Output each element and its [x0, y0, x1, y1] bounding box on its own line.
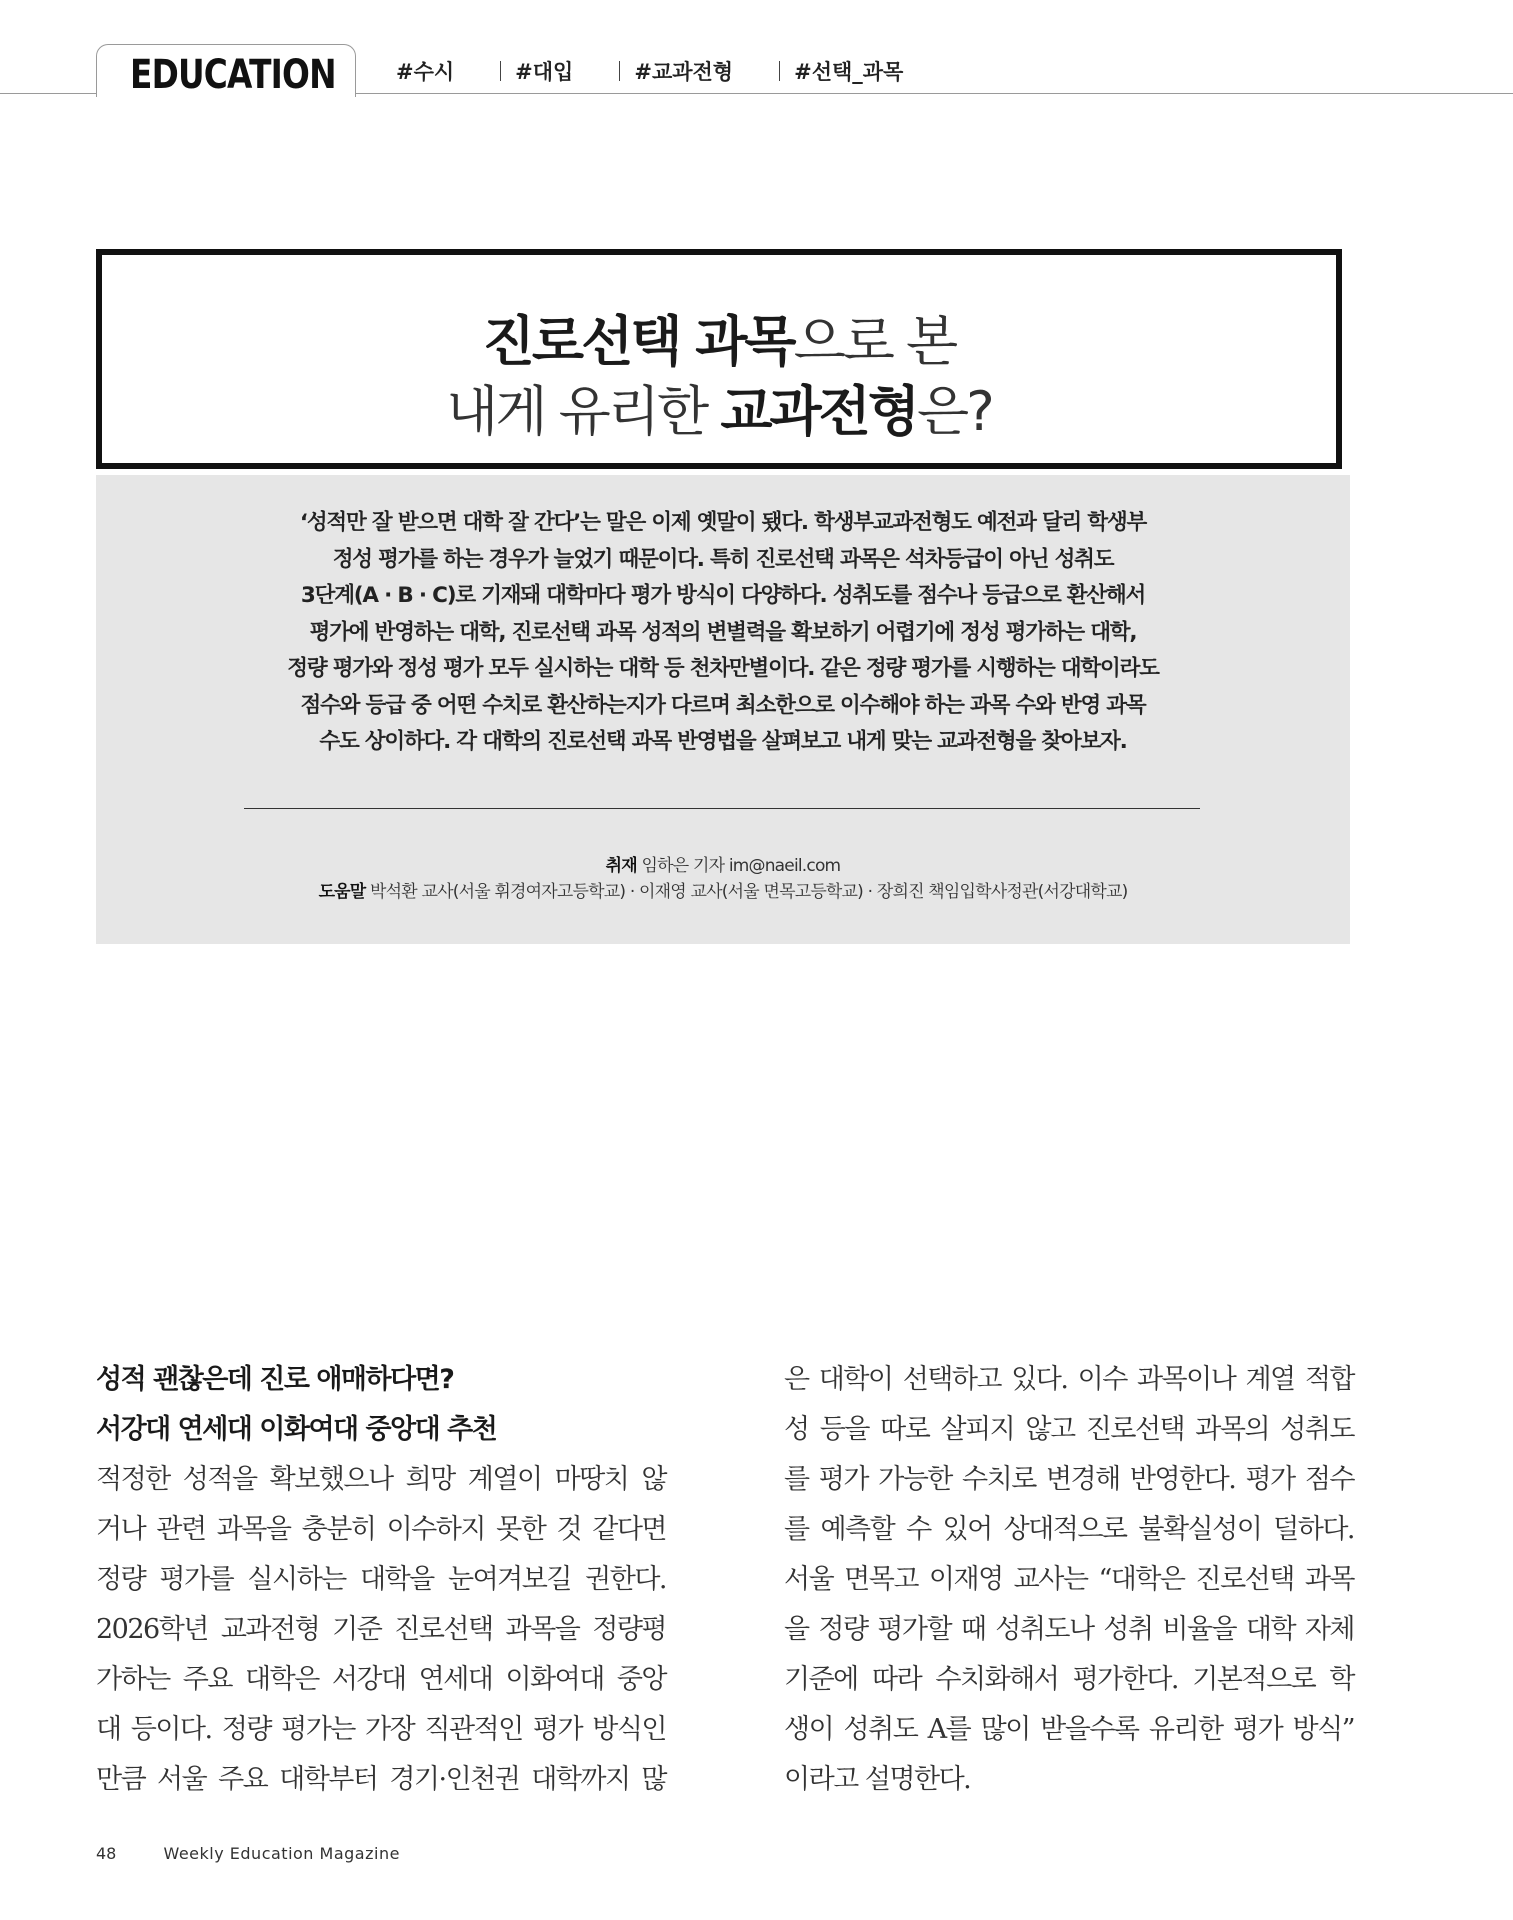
title-emphasis: 진로선택 과목 — [482, 310, 794, 373]
summary-line: 3단계(A · B · C)로 기재돼 대학마다 평가 방식이 다양하다. 성취도를 점수나 등급으로 환산해서 — [300, 583, 1146, 608]
article-summary — [96, 475, 1350, 944]
reporter-credit — [96, 851, 1350, 876]
article-column-left — [96, 1355, 666, 1805]
tag-item: #수시 — [396, 60, 455, 84]
body-text-line: 가하는 주요 대학은 서강대 연세대 이화여대 중앙 — [96, 1664, 666, 1695]
summary-line: 평가에 반영하는 대학, 진로선택 과목 성적의 변별력을 확보하기 어렵기에 정성 평가하는 대학, — [309, 619, 1137, 645]
tag-item: #선택_과목 — [794, 60, 904, 84]
body-text-line: 적정한 성적을 확보했으나 희망 계열이 마땅치 않 — [96, 1464, 666, 1495]
title-text: 은? — [916, 380, 992, 443]
credit-label: 취재 — [605, 856, 637, 876]
summary-line: 정성 평가를 하는 경우가 늘었기 때문이다. 특히 진로선택 과목은 석차등급이 아닌 성취도 — [332, 546, 1114, 572]
title-text: 내게 유리한 — [446, 380, 721, 443]
tag-item: #교과전형 — [634, 60, 734, 84]
tag-list — [396, 56, 903, 86]
body-text-line: 를 평가 가능한 수치로 변경해 반영한다. 평가 점수 — [784, 1464, 1354, 1495]
body-text-line: 은 대학이 선택하고 있다. 이수 과목이나 계열 적합 — [784, 1364, 1354, 1395]
body-text-line: 을 정량 평가할 때 성취도나 성취 비율을 대학 자체 — [784, 1614, 1354, 1645]
body-text-line: 생이 성취도 A를 많이 받을수록 유리한 평가 방식” — [784, 1714, 1354, 1745]
summary-line: 수도 상이하다. 각 대학의 진로선택 과목 반영법을 살펴보고 내게 맞는 교과전형을 찾아보자. — [319, 729, 1127, 754]
credit-text: 박석환 교사(서울 휘경여자고등학교) · 이재영 교사(서울 면목고등학교) · 장희진 책임입학사정관(서강대학교) — [365, 882, 1128, 902]
summary-text — [96, 505, 1350, 761]
credit-label: 도움말 — [318, 882, 366, 902]
magazine-name: Weekly Education Magazine — [163, 1844, 400, 1863]
title-text: 으로 본 — [793, 310, 956, 373]
body-text-line: 서울 면목고 이재영 교사는 “대학은 진로선택 과목 — [784, 1564, 1354, 1595]
advisor-credit — [96, 877, 1350, 902]
page-number: 48 — [96, 1844, 117, 1863]
page-footer — [96, 1844, 400, 1863]
summary-divider — [244, 808, 1200, 809]
tag-item: #대입 — [515, 60, 574, 84]
tag-divider — [619, 61, 620, 81]
body-text-line: 2026학년 교과전형 기준 진로선택 과목을 정량평 — [96, 1614, 666, 1645]
summary-line: 정량 평가와 정성 평가 모두 실시하는 대학 등 천차만별이다. 같은 정량 평가를 시행하는 대학이라도 — [287, 656, 1159, 681]
tag-divider — [500, 61, 501, 81]
body-text-line: 거나 관련 과목을 충분히 이수하지 못한 것 같다면 — [96, 1514, 666, 1545]
body-text-line: 이라고 설명한다. — [784, 1764, 971, 1795]
credit-text: 임하은 기자 im@naeil.com — [636, 856, 841, 876]
body-text-line: 대 등이다. 정량 평가는 가장 직관적인 평가 방식인 — [96, 1714, 666, 1745]
summary-line: ‘성적만 잘 받으면 대학 잘 간다’는 말은 이제 옛말이 됐다. 학생부교과전형도 예전과 달리 학생부 — [299, 510, 1147, 535]
body-text-line: 성 등을 따로 살피지 않고 진로선택 과목의 성취도 — [784, 1414, 1354, 1445]
body-text-line: 를 예측할 수 있어 상대적으로 불확실성이 덜하다. — [784, 1514, 1354, 1545]
section-subhead: 성적 괜찮은데 진로 애매하다면? — [96, 1364, 454, 1395]
title-emphasis: 교과전형 — [720, 380, 917, 443]
body-text-line: 정량 평가를 실시하는 대학을 눈여겨보길 권한다. — [96, 1564, 666, 1595]
body-text-line: 만큼 서울 주요 대학부터 경기·인천권 대학까지 많 — [96, 1764, 666, 1795]
body-text-line: 기준에 따라 수치화해서 평가한다. 기본적으로 학 — [784, 1664, 1354, 1695]
section-subhead: 서강대 연세대 이화여대 중앙대 추천 — [96, 1414, 497, 1445]
article-title-line-2 — [102, 369, 1336, 446]
tag-divider — [779, 61, 780, 81]
summary-line: 점수와 등급 중 어떤 수치로 환산하는지가 다르며 최소한으로 이수해야 하는 과목 수와 반영 과목 — [300, 692, 1146, 718]
article-title-line-1 — [102, 299, 1336, 376]
article-title-box — [96, 249, 1342, 469]
section-label: EDUCATION — [130, 52, 336, 98]
article-column-right — [784, 1355, 1354, 1805]
